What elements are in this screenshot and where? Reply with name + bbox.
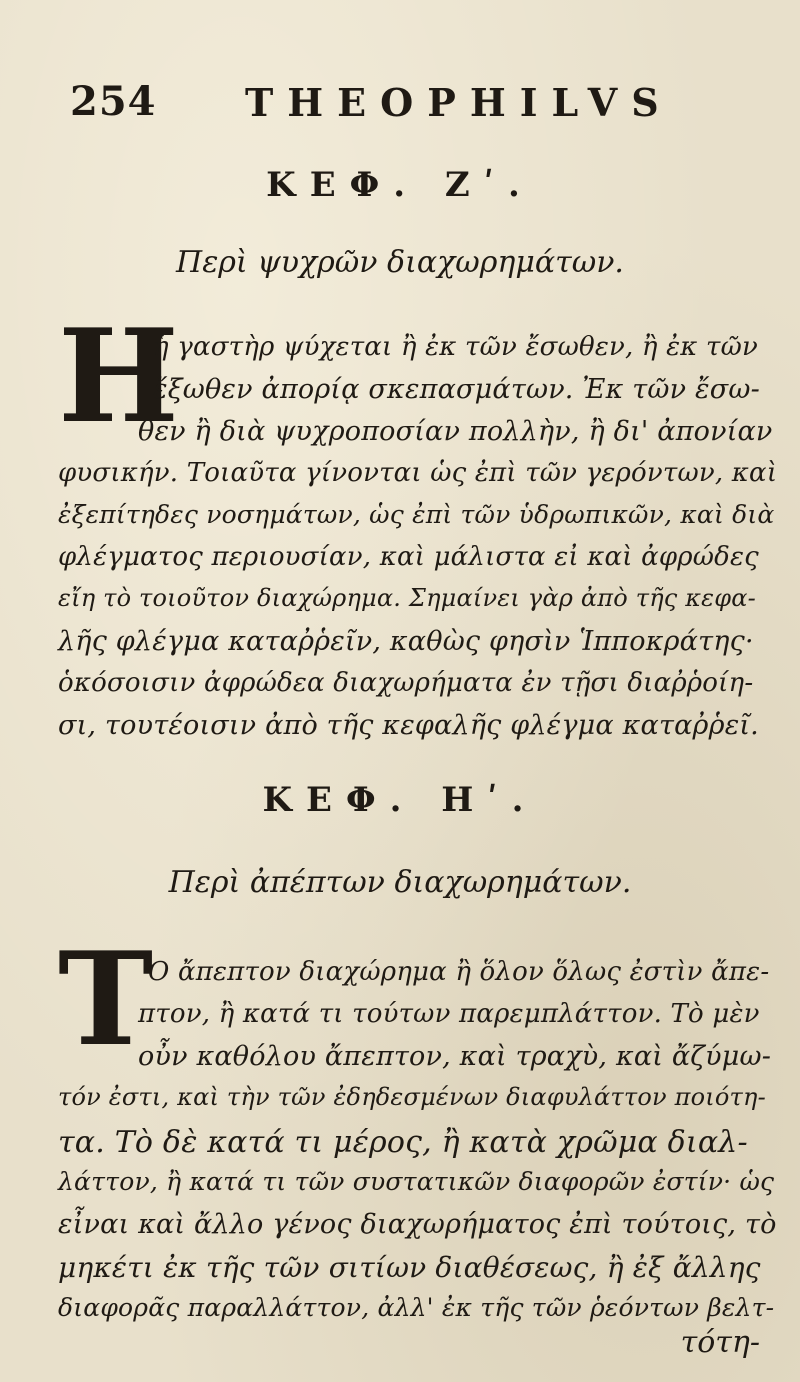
text-line: ἡ γαστὴρ ψύχεται ἢ ἐκ τῶν ἔσωθεν, ἢ ἐκ τῶν bbox=[153, 332, 759, 362]
text-line: εἶναι καὶ ἄλλο γένος διαχωρήματος ἐπὶ τούτοις, τὸ bbox=[58, 1209, 777, 1240]
text-line: πτον, ἢ κατά τι τούτων παρεμπλάττον. Τὸ μὲν bbox=[138, 999, 760, 1029]
text-line: ἐξεπίτηδες νοσημάτων, ὡς ἐπὶ τῶν ὑδρωπικῶν, καὶ διὰ bbox=[58, 500, 775, 529]
text-line: τα. Τὸ δὲ κατά τι μέρος, ἢ κατὰ χρῶμα διαλ- bbox=[58, 1125, 748, 1160]
text-line: ὁκόσοισιν ἀφρώδεα διαχωρήματα ἐν τῇσι διαῤῥοίη- bbox=[58, 668, 754, 698]
page-number: 254 bbox=[70, 78, 157, 125]
chapter-1-paragraph bbox=[58, 302, 778, 742]
text-line: Ο ἄπεπτον διαχώρημα ἢ ὅλον ὅλως ἐστὶν ἄπε- bbox=[148, 957, 770, 987]
running-head: THEOPHILVS bbox=[245, 80, 673, 125]
text-line: σι, τουτέοισιν ἀπὸ τῆς κεφαλῆς φλέγμα καταῤῥεῖ. bbox=[58, 710, 759, 741]
text-line: διαφορᾶς παραλλάττον, ἀλλ' ἐκ τῆς τῶν ῥεόντων βελτ- bbox=[58, 1293, 775, 1322]
chapter-heading-2: ΚΕΦ. Ηʹ. bbox=[262, 780, 538, 820]
chapter-heading-1: ΚΕΦ. Ζʹ. bbox=[266, 165, 534, 205]
text-line: θεν ἢ διὰ ψυχροποσίαν πολλὴν, ἢ δι' ἀπονίαν bbox=[138, 416, 773, 447]
page-header bbox=[70, 78, 750, 128]
text-line: φυσικήν. Τοιαῦτα γίνονται ὡς ἐπὶ τῶν γερόντων, καὶ bbox=[58, 458, 778, 488]
text-line: εἴη τὸ τοιοῦτον διαχώρημα. Σημαίνει γὰρ ἀπὸ τῆς κεφα- bbox=[58, 584, 756, 612]
text-line: ἔξωθεν ἀπορίᾳ σκεπασμάτων. Ἐκ τῶν ἔσω- bbox=[153, 374, 760, 405]
text-line: τόν ἐστι, καὶ τὴν τῶν ἐδηδεσμένων διαφυλάττον ποιότη- bbox=[58, 1083, 766, 1111]
text-line: μηκέτι ἐκ τῆς τῶν σιτίων διαθέσεως, ἢ ἐξ ἄλλης bbox=[58, 1251, 761, 1284]
text-line: φλέγματος περιουσίαν, καὶ μάλιστα εἰ καὶ ἀφρώδες bbox=[58, 542, 759, 572]
chapter-2-paragraph bbox=[58, 925, 778, 1325]
text-line: λάττον, ἢ κατά τι τῶν συστατικῶν διαφορῶν ἐστίν· ὡς bbox=[58, 1167, 775, 1196]
text-line: λῆς φλέγμα καταῤῥεῖν, καθὼς φησὶν Ἱπποκράτης· bbox=[58, 626, 754, 657]
drop-cap-2: Τ bbox=[58, 925, 154, 1075]
chapter-title-1: Περὶ ψυχρῶν διαχωρημάτων. bbox=[176, 245, 624, 280]
text-line: οὖν καθόλου ἄπεπτον, καὶ τραχὺ, καὶ ἄζύμω- bbox=[138, 1041, 772, 1072]
chapter-title-2: Περὶ ἀπέπτων διαχωρημάτων. bbox=[168, 865, 632, 900]
drop-cap-1: Η bbox=[58, 302, 179, 452]
catchword: τότη- bbox=[680, 1325, 760, 1360]
